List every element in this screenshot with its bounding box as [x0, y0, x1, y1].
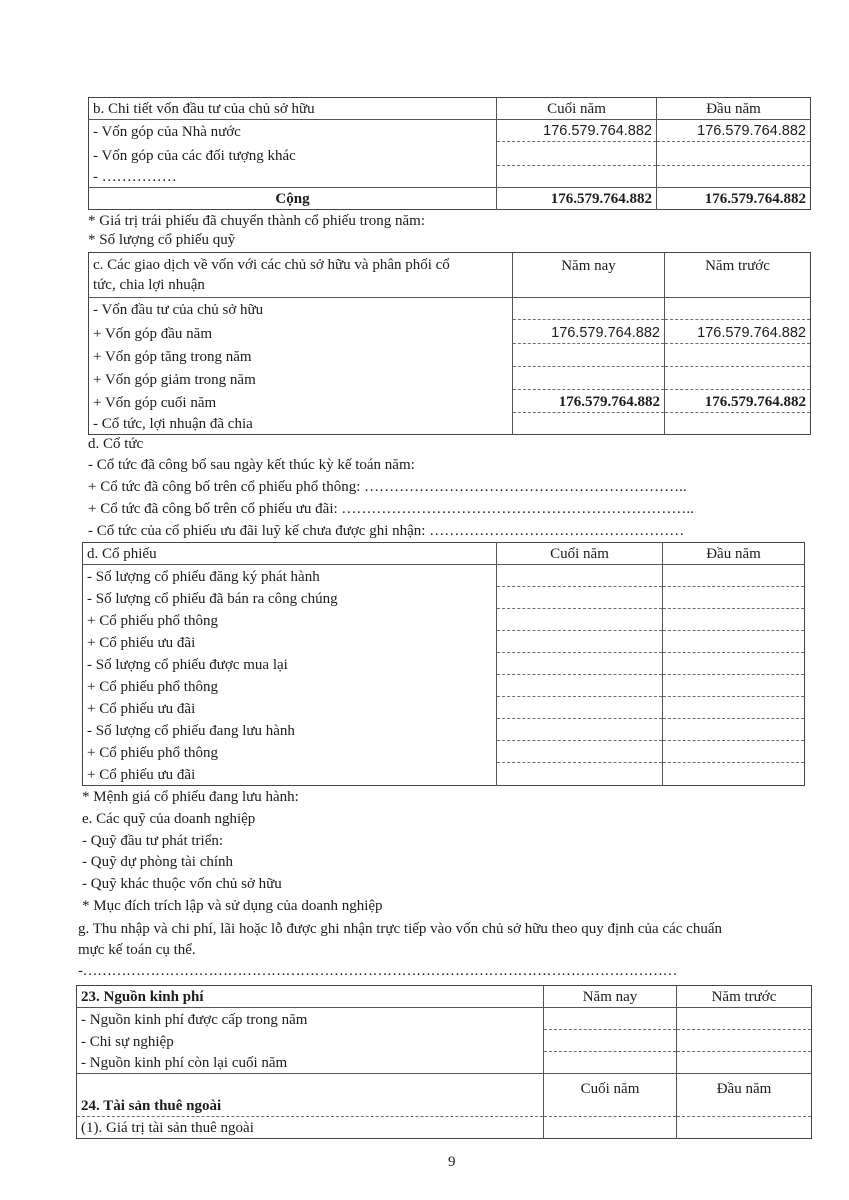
row-value-end: [497, 741, 663, 763]
dividends-line: - Cổ tức đã công bố sau ngày kết thúc kỳ kế toán năm:: [88, 457, 415, 473]
row-value-end: [497, 653, 663, 675]
row-label: (1). Giá trị tài sản thuê ngoài: [77, 1117, 544, 1139]
row-label: - Nguồn kinh phí còn lại cuối năm: [77, 1052, 544, 1074]
section-c-header-line1: c. Các giao dịch về vốn với các chủ sở hữu và phân phối cổ: [93, 257, 450, 273]
row-value-begin: [657, 166, 811, 188]
table-row: [89, 166, 811, 188]
row-value-begin: [663, 763, 805, 786]
row-value-this-year: [544, 1008, 677, 1030]
table-row: [89, 367, 811, 390]
note-bonds-converted: * Giá trị trái phiếu đã chuyển thành cổ phiếu trong năm:: [88, 213, 425, 229]
row-value-last-year: [665, 344, 811, 367]
row-value-end: [497, 763, 663, 786]
table-row: [77, 1030, 812, 1052]
row-value-this-year: [544, 1052, 677, 1074]
note-treasury-shares: * Số lượng cổ phiếu quỹ: [88, 232, 236, 248]
row-value-last-year: [677, 1030, 812, 1052]
row-value-this-year: [513, 298, 665, 320]
col-header-begin-year: Đầu năm: [657, 98, 811, 120]
row-label: - Số lượng cổ phiếu đang lưu hành: [83, 719, 497, 741]
row-value-this-year: [544, 1030, 677, 1052]
row-label: - Chi sự nghiệp: [77, 1030, 544, 1052]
table-row: [83, 719, 805, 741]
row-label: + Cổ phiếu ưu đãi: [83, 631, 497, 653]
fund-line: - Quỹ đầu tư phát triển:: [82, 833, 224, 849]
col-header-last-year: Năm trước: [665, 253, 811, 298]
row-value-begin: [663, 741, 805, 763]
table-row: [83, 631, 805, 653]
table-row: [83, 697, 805, 719]
section-23-header: 23. Nguồn kinh phí: [77, 986, 544, 1008]
fund-line: - Quỹ dự phòng tài chính: [82, 854, 234, 870]
funding-sources-table: [76, 985, 812, 1139]
table-row: [83, 609, 805, 631]
table-row: [89, 390, 811, 413]
row-label: + Cổ phiếu phổ thông: [83, 609, 497, 631]
row-label: + Cổ phiếu ưu đãi: [83, 763, 497, 786]
row-value-this-year: [513, 367, 665, 390]
row-value-last-year: [677, 1008, 812, 1030]
shares-table: [82, 542, 805, 786]
table-header-row: [77, 986, 812, 1008]
table-row: [77, 1052, 812, 1074]
row-value-begin: [677, 1117, 812, 1139]
dividends-line: + Cổ tức đã công bố trên cổ phiếu ưu đãi: ……………………………………………………………..: [88, 501, 694, 517]
row-value-end: [497, 166, 657, 188]
table-row: [77, 1117, 812, 1139]
row-value-last-year: [665, 298, 811, 320]
table-row: [89, 413, 811, 435]
col-header-begin-year: Đầu năm: [677, 1074, 812, 1117]
row-value-begin: [663, 609, 805, 631]
table-header-row: [89, 253, 811, 298]
row-label: - Vốn góp của các đối tượng khác: [89, 142, 497, 166]
col-header-last-year: Năm trước: [677, 986, 812, 1008]
row-value-last-year: 176.579.764.882: [665, 320, 811, 344]
shares-header: d. Cổ phiếu: [83, 543, 497, 565]
row-label: - Cổ tức, lợi nhuận đã chia: [89, 413, 513, 435]
row-label: - Số lượng cổ phiếu đã bán ra công chúng: [83, 587, 497, 609]
row-value-this-year: [513, 413, 665, 435]
table-header-row: [89, 98, 811, 120]
row-value-begin: 176.579.764.882: [657, 120, 811, 142]
col-header-this-year: Năm nay: [513, 253, 665, 298]
row-value-end: 176.579.764.882: [497, 120, 657, 142]
row-value-begin: [663, 675, 805, 697]
row-value-last-year: [677, 1052, 812, 1074]
row-label: - Số lượng cổ phiếu được mua lại: [83, 653, 497, 675]
row-label: - Số lượng cổ phiếu đăng ký phát hành: [83, 565, 497, 587]
row-label: + Vốn góp đầu năm: [89, 320, 513, 344]
row-label: + Vốn góp giảm trong năm: [89, 367, 513, 390]
funds-title: e. Các quỹ của doanh nghiệp: [82, 811, 256, 827]
row-value-begin: [663, 587, 805, 609]
table-row: [83, 763, 805, 786]
table-row: [89, 120, 811, 142]
row-value-this-year: [513, 344, 665, 367]
dividends-line: + Cổ tức đã công bố trên cổ phiếu phổ thông: ………………………………………………………..: [88, 479, 687, 495]
section-b-header: b. Chi tiết vốn đầu tư của chủ sở hữu: [89, 98, 497, 120]
table-row: [83, 741, 805, 763]
row-label: - Nguồn kinh phí được cấp trong năm: [77, 1008, 544, 1030]
row-value-begin: [663, 565, 805, 587]
row-label: - Vốn đầu tư của chủ sở hữu: [89, 298, 513, 320]
dividends-title: d. Cổ tức: [88, 436, 144, 452]
row-value-end: [497, 719, 663, 741]
table-header-row: [77, 1074, 812, 1117]
fund-line: - Quỹ khác thuộc vốn chủ sở hữu: [82, 876, 282, 892]
col-header-end-year: Cuối năm: [544, 1074, 677, 1117]
table-row: [83, 675, 805, 697]
total-value-begin: 176.579.764.882: [657, 188, 811, 210]
row-value-begin: [663, 653, 805, 675]
row-label: + Cổ phiếu ưu đãi: [83, 697, 497, 719]
table-row: [83, 587, 805, 609]
capital-transactions-table: [88, 252, 811, 435]
par-value-note: * Mệnh giá cổ phiếu đang lưu hành:: [82, 789, 299, 805]
row-label: - ……………: [89, 166, 497, 188]
row-value-end: [497, 587, 663, 609]
row-label: - Vốn góp của Nhà nước: [89, 120, 497, 142]
col-header-end-year: Cuối năm: [497, 98, 657, 120]
col-header-this-year: Năm nay: [544, 986, 677, 1008]
row-value-end: [497, 697, 663, 719]
row-value-end: [497, 142, 657, 166]
owner-capital-detail-table: [88, 97, 811, 210]
table-row: [89, 320, 811, 344]
section-g-line1: g. Thu nhập và chi phí, lãi hoặc lỗ được ghi nhận trực tiếp vào vốn chủ sở hữu theo quy định của các chuẩn: [78, 921, 722, 937]
col-header-end-year: Cuối năm: [497, 543, 663, 565]
row-value-last-year: [665, 367, 811, 390]
row-value-begin: [663, 719, 805, 741]
row-value-begin: [663, 697, 805, 719]
page-number: 9: [448, 1154, 456, 1170]
table-row: [89, 344, 811, 367]
section-24-header: 24. Tài sản thuê ngoài: [77, 1074, 544, 1117]
row-label: + Vốn góp tăng trong năm: [89, 344, 513, 367]
col-header-begin-year: Đầu năm: [663, 543, 805, 565]
row-label: + Cổ phiếu phổ thông: [83, 741, 497, 763]
row-value-this-year: 176.579.764.882: [513, 390, 665, 413]
row-value-begin: [663, 631, 805, 653]
row-label: + Vốn góp cuối năm: [89, 390, 513, 413]
table-header-row: [83, 543, 805, 565]
row-value-end: [497, 631, 663, 653]
table-row: [83, 565, 805, 587]
table-row: [89, 298, 811, 320]
section-c-header-line2: tức, chia lợi nhuận: [93, 277, 205, 293]
row-value-end: [544, 1117, 677, 1139]
dividends-line: - Cổ tức của cổ phiếu ưu đãi luỹ kế chưa được ghi nhận: ……………………………………………: [88, 523, 685, 539]
section-c-header: [89, 253, 513, 298]
table-row: [77, 1008, 812, 1030]
total-value-end: 176.579.764.882: [497, 188, 657, 210]
row-value-end: [497, 675, 663, 697]
total-row: [89, 188, 811, 210]
row-value-begin: [657, 142, 811, 166]
table-row: [83, 653, 805, 675]
row-value-last-year: [665, 413, 811, 435]
dotted-line: -……………………………………………………………………………………………………………: [78, 963, 677, 979]
fund-purpose-note: * Mục đích trích lập và sử dụng của doanh nghiệp: [82, 898, 383, 914]
total-label: Cộng: [89, 188, 497, 210]
row-value-this-year: 176.579.764.882: [513, 320, 665, 344]
section-g-line2: mực kế toán cụ thể.: [78, 942, 196, 958]
row-label: + Cổ phiếu phổ thông: [83, 675, 497, 697]
table-row: [89, 142, 811, 166]
row-value-end: [497, 565, 663, 587]
row-value-end: [497, 609, 663, 631]
row-value-last-year: 176.579.764.882: [665, 390, 811, 413]
